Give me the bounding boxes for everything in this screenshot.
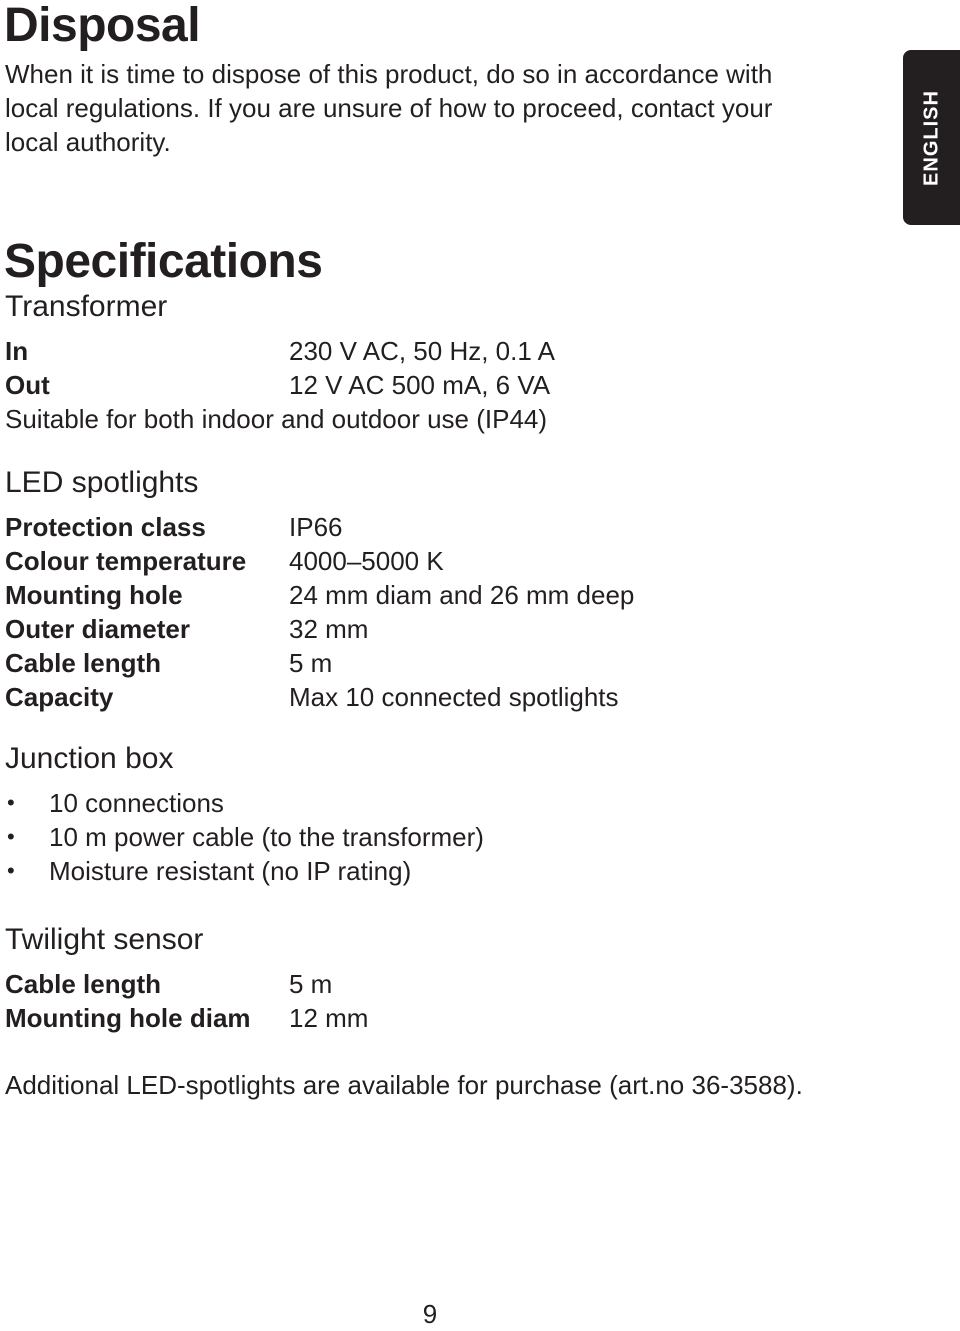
spec-label: Out (5, 370, 50, 400)
language-tab-label: ENGLISH (920, 89, 942, 186)
spec-value: 230 V AC, 50 Hz, 0.1 A (289, 336, 555, 366)
spec-label: Cable length (5, 969, 162, 999)
spec-label: In (5, 336, 29, 366)
spec-label: Outer diameter (5, 614, 190, 644)
junction-box-title: Junction box (5, 742, 174, 775)
disposal-line: When it is time to dispose of this product, do so in accordance with (5, 59, 773, 89)
spec-label: Cable length (5, 648, 162, 678)
bullet-icon: • (7, 824, 15, 849)
page-number: 9 (422, 1299, 438, 1329)
spec-value: Max 10 connected spotlights (289, 682, 619, 712)
twilight-sensor-title: Twilight sensor (5, 923, 204, 956)
spec-value: IP66 (289, 512, 343, 542)
transformer-title: Transformer (5, 290, 168, 323)
disposal-heading: Disposal (4, 0, 201, 52)
spec-label: Mounting hole (5, 580, 183, 610)
specifications-heading: Specifications (4, 235, 323, 288)
spec-value: 24 mm diam and 26 mm deep (289, 580, 635, 610)
list-item-text: 10 m power cable (to the transformer) (49, 822, 484, 852)
spec-value: 5 m (289, 969, 333, 999)
language-tab (903, 50, 960, 225)
spec-value: 5 m (289, 648, 333, 678)
spec-value: 4000–5000 K (289, 546, 444, 576)
transformer-note: Suitable for both indoor and outdoor use (IP44) (5, 404, 548, 434)
led-spotlights-title: LED spotlights (5, 466, 199, 499)
bullet-icon: • (7, 790, 15, 815)
disposal-paragraph (5, 57, 885, 159)
spec-label: Colour temperature (5, 546, 247, 576)
footnote: Additional LED-spotlights are available for purchase (art.no 36-3588). (5, 1070, 803, 1100)
spec-value: 12 V AC 500 mA, 6 VA (289, 370, 551, 400)
disposal-line: local authority. (5, 127, 171, 157)
spec-value: 12 mm (289, 1003, 369, 1033)
spec-label: Mounting hole diam (5, 1003, 251, 1033)
spec-value: 32 mm (289, 614, 369, 644)
spec-label: Protection class (5, 512, 206, 542)
list-item-text: Moisture resistant (no IP rating) (49, 856, 412, 886)
disposal-line: local regulations. If you are unsure of how to proceed, contact your (5, 93, 773, 123)
bullet-icon: • (7, 858, 15, 883)
spec-label: Capacity (5, 682, 114, 712)
list-item-text: 10 connections (49, 788, 224, 818)
